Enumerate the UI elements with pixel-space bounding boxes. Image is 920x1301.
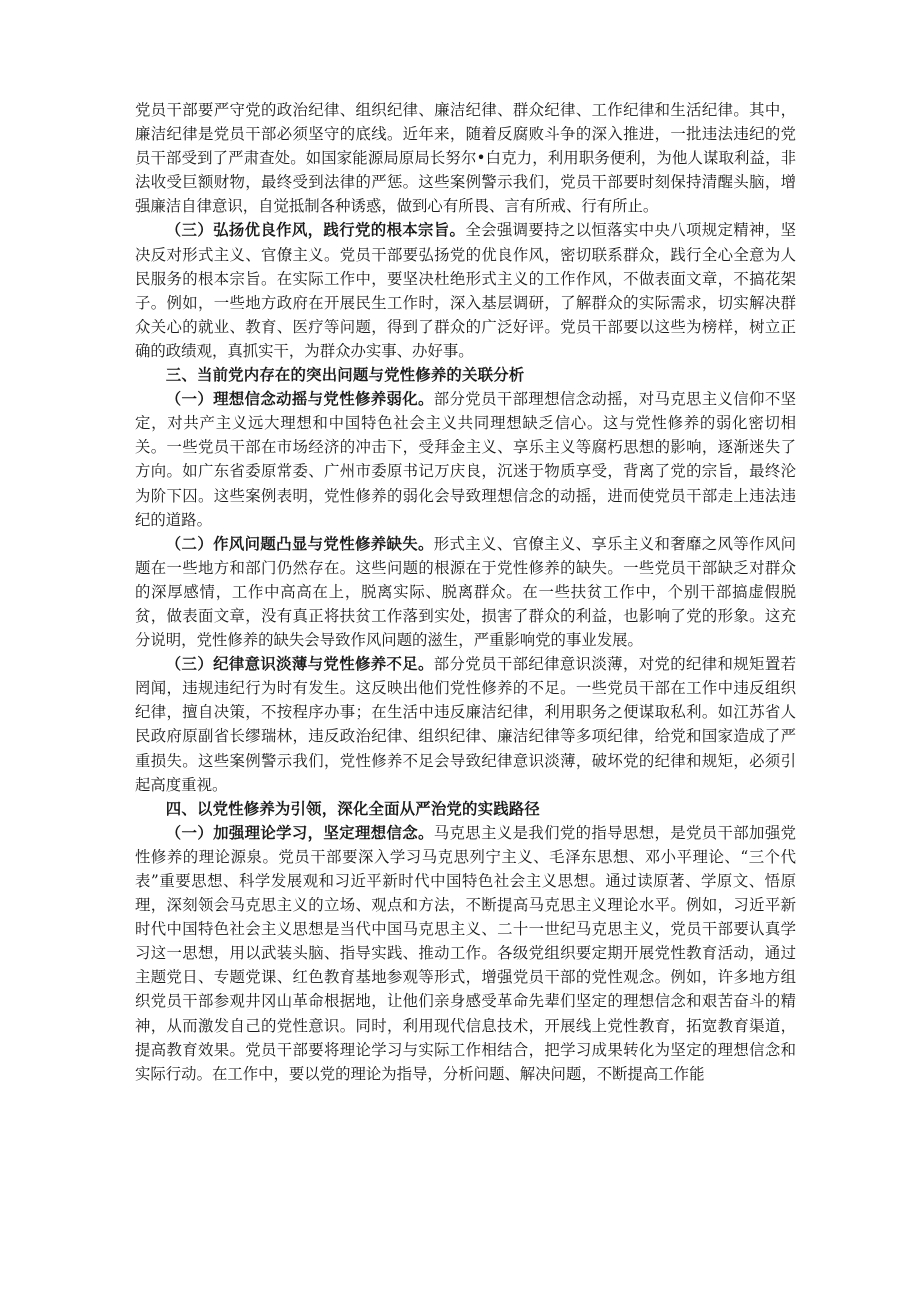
paragraph-lead: （二）作风问题凸显与党性修养缺失。 — [165, 534, 434, 553]
section-heading-3: 三、当前党内存在的突出问题与党性修养的关联分析 — [165, 366, 525, 385]
paragraph-text: 党员干部要严守党的政治纪律、组织纪律、廉洁纪律、群众纪律、工作纪律和生活纪律。其中，廉洁纪律是党员干部必须坚守的底线。近年来，随着反腐败斗争的深入推进，一批违法违纪的党员干部受到了严肃查处。如国家能源局原局长努尔•白克力，利用职务便利，为他人谋取利益，非法收受巨额财物，最终受到法律的严惩。这些案例警示我们，党员干部要时刻保持清醒头脑，增强廉洁自律意识，自觉抵制各种诱惑，做到心有所畏、言有所戒、行有所止。 — [135, 101, 796, 216]
paragraph-lead: （三）纪律意识淡薄与党性修养不足。 — [165, 655, 434, 674]
document-page — [135, 98, 796, 1086]
paragraph-4-1 — [135, 821, 796, 1086]
paragraph-discipline-intro — [135, 98, 796, 218]
paragraph-text: 形式主义、官僚主义、享乐主义和奢靡之风等作风问题在一些地方和部门仍然存在。这些问题的根源在于党性修养的缺失。一些党员干部缺乏对群众的深厚感情，工作中高高在上，脱离实际、脱离群众。在一些扶贫工作中，个别干部搞虚假脱贫，做表面文章，没有真正将扶贫工作落到实处，损害了群众的利益，也影响了党的形象。这充分说明，党性修养的缺失会导致作风问题的滋生，严重影响党的事业发展。 — [135, 534, 796, 650]
paragraph-text: 部分党员干部理想信念动摇，对马克思主义信仰不坚定，对共产主义远大理想和中国特色社会主义共同理想缺乏信心。这与党性修养的弱化密切相关。一些党员干部在市场经济的冲击下，受拜金主义、享乐主义等腐朽思想的影响，逐渐迷失了方向。如广东省委原常委、广州市委原书记万庆良，沉迷于物质享受，背离了党的宗旨，最终沦为阶下囚。这些案例表明，党性修养的弱化会导致理想信念的动摇，进而使党员干部走上违法违纪的道路。 — [135, 390, 796, 529]
paragraph-lead: （三）弘扬优良作风，践行党的根本宗旨。 — [165, 221, 466, 240]
section-heading-4: 四、以党性修养为引领，深化全面从严治党的实践路径 — [165, 799, 540, 818]
paragraph-style-3 — [135, 218, 796, 363]
paragraph-3-3 — [135, 652, 796, 797]
paragraph-text: 马克思主义是我们党的指导思想，是党员干部加强党性修养的理论源泉。党员干部要深入学习马克思列宁主义、毛泽东思想、邓小平理论、“三个代表”重要思想、科学发展观和习近平新时代中国特色社会主义思想。通过读原著、学原文、悟原理，深刻领会马克思主义的立场、观点和方法，不断提高马克思主义理论水平。例如，习近平新时代中国特色社会主义思想是当代中国马克思主义、二十一世纪马克思主义，党员干部要认真学习这一思想，用以武装头脑、指导实践、推动工作。各级党组织要定期开展党性教育活动，通过主题党日、专题党课、红色教育基地参观等形式，增强党员干部的党性观念。例如，许多地方组织党员干部参观井冈山革命根据地，让他们亲身感受革命先辈们坚定的理想信念和艰苦奋斗的精神，从而激发自己的党性意识。同时，利用现代信息技术，开展线上党性教育，拓宽教育渠道，提高教育效果。党员干部要将理论学习与实际工作相结合，把学习成果转化为坚定的理想信念和实际行动。在工作中，要以党的理论为指导，分析问题、解决问题，不断提高工作能 — [135, 823, 796, 1083]
paragraph-text: 全会强调要持之以恒落实中央八项规定精神，坚决反对形式主义、官僚主义。党员干部要弘扬党的优良作风，密切联系群众，践行全心全意为人民服务的根本宗旨。在实际工作中，要坚决杜绝形式主义的工作作风，不做表面文章，不搞花架子。例如，一些地方政府在开展民生工作时，深入基层调研，了解群众的实际需求，切实解决群众关心的就业、教育、医疗等问题，得到了群众的广泛好评。党员干部要以这些为榜样，树立正确的政绩观，真抓实干，为群众办实事、办好事。 — [135, 221, 796, 360]
paragraph-text: 部分党员干部纪律意识淡薄，对党的纪律和规矩置若罔闻，违规违纪行为时有发生。这反映出他们党性修养的不足。一些党员干部在工作中违反组织纪律，擅自决策，不按程序办事；在生活中违反廉洁纪律，利用职务之便谋取私利。如江苏省人民政府原副省长缪瑞林，违反政治纪律、组织纪律、廉洁纪律等多项纪律，给党和国家造成了严重损失。这些案例警示我们，党性修养不足会导致纪律意识淡薄，破坏党的纪律和规矩，必须引起高度重视。 — [135, 655, 796, 794]
paragraph-3-2 — [135, 532, 796, 652]
paragraph-lead: （一）理想信念动摇与党性修养弱化。 — [165, 390, 434, 409]
paragraph-lead: （一）加强理论学习，坚定理想信念。 — [165, 823, 434, 842]
paragraph-3-1 — [135, 387, 796, 532]
